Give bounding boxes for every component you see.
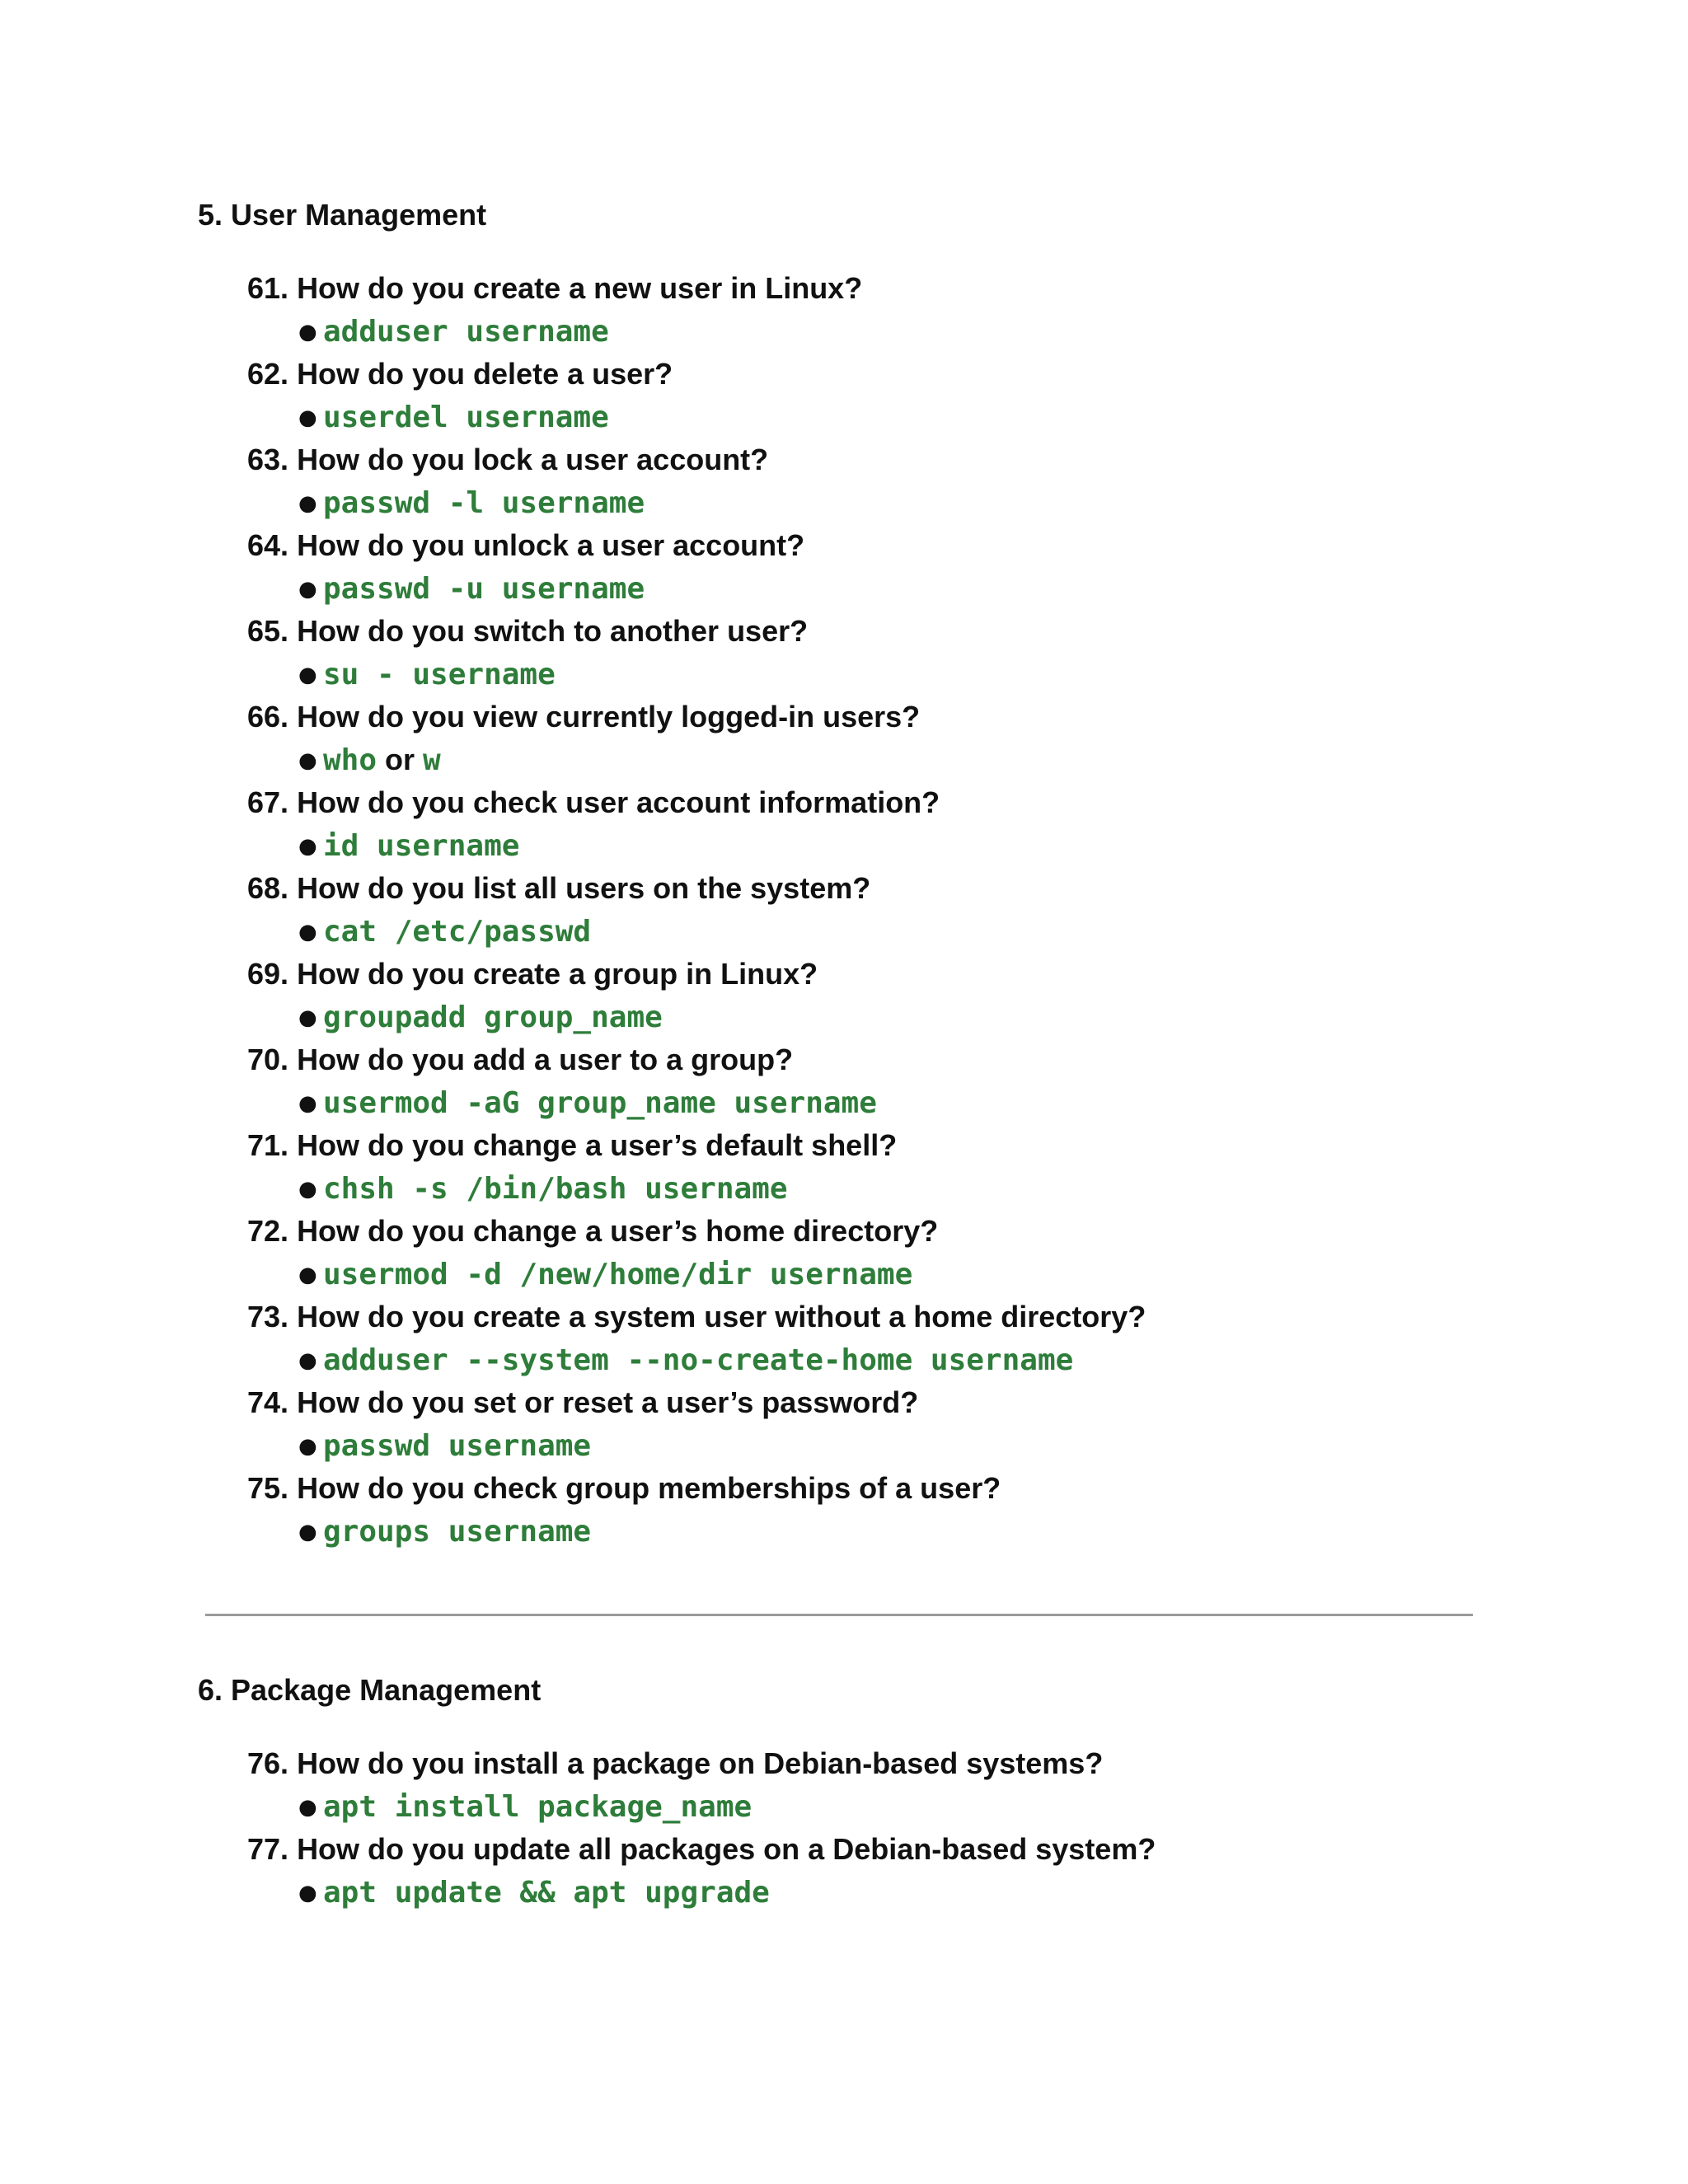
- question-number: 69.: [247, 957, 289, 991]
- command-code: w: [423, 743, 441, 777]
- question-text: How do you check user account information?: [297, 785, 940, 819]
- question-number: 70.: [247, 1043, 289, 1076]
- question-line: [247, 1299, 1146, 1335]
- bullet-icon: ●: [298, 1795, 317, 1820]
- question-text: How do you create a group in Linux?: [297, 957, 818, 991]
- answer-line: [298, 1513, 591, 1550]
- question-line: [247, 1385, 918, 1421]
- question-line: [247, 699, 920, 735]
- question-text: How do you create a system user without a home directory?: [297, 1300, 1146, 1333]
- question-text: How do you change a user’s home directory?: [297, 1214, 939, 1248]
- answer-line: [298, 570, 645, 607]
- bullet-icon: ●: [298, 1005, 317, 1030]
- question-number: 62.: [247, 357, 289, 391]
- command-code: usermod -aG group_name username: [323, 1086, 877, 1120]
- bullet-icon: ●: [298, 920, 317, 944]
- bullet-icon: ●: [298, 1434, 317, 1459]
- question-text: How do you create a new user in Linux?: [297, 271, 863, 305]
- answer-line: [298, 1256, 912, 1293]
- question-line: [247, 613, 808, 649]
- answer-line: [298, 742, 441, 779]
- command-code: chsh -s /bin/bash username: [323, 1172, 788, 1206]
- command-code: apt install package_name: [323, 1790, 753, 1824]
- question-number: 65.: [247, 614, 289, 648]
- question-line: [247, 527, 804, 564]
- question-line: [247, 785, 940, 821]
- answer-line: [298, 1085, 877, 1122]
- question-number: 68.: [247, 871, 289, 905]
- bullet-icon: ●: [298, 1091, 317, 1116]
- answer-line: [298, 485, 645, 522]
- answer-line: [298, 1788, 752, 1825]
- question-text: How do you lock a user account?: [297, 443, 769, 476]
- question-text: How do you delete a user?: [297, 357, 673, 391]
- question-text: How do you update all packages on a Debian-based system?: [297, 1832, 1156, 1866]
- question-text: How do you install a package on Debian-based systems?: [297, 1746, 1104, 1780]
- question-line: [247, 870, 870, 907]
- question-number: 66.: [247, 700, 289, 733]
- command-code: apt update && apt upgrade: [323, 1876, 770, 1910]
- question-line: [247, 442, 768, 478]
- answer-line: [298, 1874, 770, 1911]
- question-line: [247, 356, 673, 392]
- question-number: 67.: [247, 785, 289, 819]
- question-number: 74.: [247, 1385, 289, 1419]
- bullet-icon: ●: [298, 577, 317, 602]
- command-code: adduser --system --no-create-home username: [323, 1343, 1074, 1377]
- bullet-icon: ●: [298, 663, 317, 687]
- answer-line: [298, 656, 556, 693]
- question-number: 61.: [247, 271, 289, 305]
- question-line: [247, 1470, 1001, 1507]
- answer-line: [298, 827, 519, 865]
- answer-line: [298, 313, 609, 350]
- question-number: 77.: [247, 1832, 289, 1866]
- command-code: who: [323, 743, 377, 777]
- command-code: cat /etc/passwd: [323, 915, 592, 949]
- question-line: [247, 1213, 938, 1249]
- question-number: 73.: [247, 1300, 289, 1333]
- question-text: How do you unlock a user account?: [297, 528, 805, 562]
- bullet-icon: ●: [298, 320, 317, 344]
- question-line: [247, 956, 818, 992]
- answer-line: [298, 999, 663, 1036]
- answer-line: [298, 913, 591, 950]
- command-code: usermod -d /new/home/dir username: [323, 1258, 913, 1291]
- question-text: How do you switch to another user?: [297, 614, 809, 648]
- command-code: passwd -l username: [323, 486, 645, 520]
- question-line: [247, 1127, 897, 1164]
- command-code: passwd -u username: [323, 572, 645, 606]
- command-code: groupadd group_name: [323, 1001, 663, 1034]
- command-code: userdel username: [323, 401, 609, 434]
- command-code: passwd username: [323, 1429, 592, 1463]
- command-code: su - username: [323, 658, 556, 691]
- bullet-icon: ●: [298, 748, 317, 773]
- section-title-package-management: 6. Package Management: [198, 1673, 542, 1707]
- section-divider: [205, 1614, 1473, 1616]
- answer-text: or: [377, 743, 424, 776]
- question-number: 75.: [247, 1471, 289, 1505]
- bullet-icon: ●: [298, 491, 317, 516]
- bullet-icon: ●: [298, 1881, 317, 1905]
- question-text: How do you view currently logged-in users?: [297, 700, 921, 733]
- bullet-icon: ●: [298, 1348, 317, 1373]
- bullet-icon: ●: [298, 405, 317, 430]
- bullet-icon: ●: [298, 1177, 317, 1202]
- answer-line: [298, 1427, 591, 1465]
- question-line: [247, 1831, 1156, 1868]
- question-text: How do you change a user’s default shell?: [297, 1128, 898, 1162]
- command-code: groups username: [323, 1515, 592, 1549]
- answer-line: [298, 1342, 1073, 1379]
- bullet-icon: ●: [298, 1263, 317, 1287]
- bullet-icon: ●: [298, 834, 317, 859]
- question-line: [247, 270, 862, 307]
- bullet-icon: ●: [298, 1520, 317, 1544]
- command-code: adduser username: [323, 315, 609, 349]
- question-number: 64.: [247, 528, 289, 562]
- question-text: How do you check group memberships of a user?: [297, 1471, 1001, 1505]
- question-number: 72.: [247, 1214, 289, 1248]
- answer-line: [298, 399, 609, 436]
- question-text: How do you set or reset a user’s password?: [297, 1385, 919, 1419]
- question-text: How do you list all users on the system?: [297, 871, 871, 905]
- section-title-user-management: 5. User Management: [198, 198, 487, 232]
- question-number: 76.: [247, 1746, 289, 1780]
- question-number: 71.: [247, 1128, 289, 1162]
- answer-line: [298, 1170, 788, 1207]
- question-number: 63.: [247, 443, 289, 476]
- question-line: [247, 1746, 1103, 1782]
- question-line: [247, 1042, 793, 1078]
- question-text: How do you add a user to a group?: [297, 1043, 794, 1076]
- command-code: id username: [323, 829, 520, 863]
